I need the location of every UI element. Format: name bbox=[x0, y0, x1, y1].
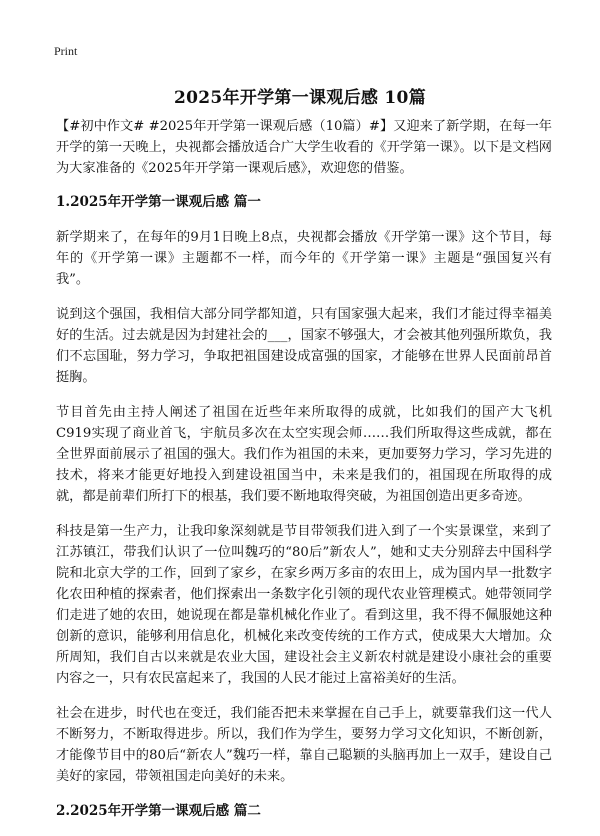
section-heading-1: 1.2025年开学第一课观后感 篇一 bbox=[56, 194, 261, 210]
section-1-paragraph-5: 社会在进步，时代也在变迁，我们能否把未来掌握在自己手上，就要靠我们这一代人不断努力，不断取得进步。所以，我们作为学生，要努力学习文化知识，不断创新，才能像节目中的80后“新农人”魏巧一样，靠自己聪颖的头脑再加上一双手，建设自己美好的家园，带领祖国走向美好的未来。 bbox=[56, 706, 552, 784]
section-heading-2: 2.2025年开学第一课观后感 篇二 bbox=[56, 803, 261, 819]
section-1-paragraph-1: 新学期来了，在每年的9月1日晚上8点，央视都会播放《开学第一课》这个节目，每年的《开学第一课》主题都不一样，而今年的《开学第一课》主题是“强国复兴有我”。 bbox=[56, 230, 552, 287]
section-1-paragraph-4: 科技是第一生产力，让我印象深刻就是节目带领我们进入到了一个实景课堂，来到了江苏镇江，带我们认识了一位叫魏巧的“80后”新农人”，她和丈夫分别辞去中国科学院和北京大学的工作，回到了家乡，在家乡两万多亩的农田上，成为国内早一批数字化农田种植的探索者，他们探索出一条数字化引领的现代农业管理模式。她带领同学们走进了她的农田，她说现在都是靠机械化作业了。看到这里，我不得不佩服她这种创新的意识，能够利用信息化，机械化来改变传统的工作方式，使成果大大增加。众所周知，我们自古以来就是农业大国，建设社会主义新农村就是建设小康社会的重要内容之一，只有农民富起来了，我国的人民才能过上富裕美好的生活。 bbox=[56, 524, 552, 686]
page-title: 2025年开学第一课观后感 10篇 bbox=[174, 88, 426, 108]
article-body bbox=[56, 116, 552, 836]
section-1-paragraph-2: 说到这个强国，我相信大部分同学都知道，只有国家强大起来，我们才能过得幸福美好的生活。过去就是因为封建社会的___，国家不够强大，才会被其他列强所欺负，我们不忘国耻，努力学习，争取把祖国建设成富强的国家，才能够在世界人民面前昂首挺胸。 bbox=[56, 307, 552, 385]
section-1-paragraph-3: 节目首先由主持人阐述了祖国在近些年来所取得的成就，比如我们的国产大飞机C919实现了商业首飞，宇航员多次在太空实现会师……我们所取得这些成就，都在全世界面前展示了祖国的强大。我们作为祖国的未来，更加要努力学习，学习先进的技术，将来才能更好地投入到建设祖国当中，未来是我们的，祖国现在所取得的成就，都是前辈们所打下的根基，我们要不断地取得突破，为祖国创造出更多奇迹。 bbox=[56, 405, 552, 504]
intro-paragraph: 【#初中作文# #2025年开学第一课观后感（10篇）#】又迎来了新学期，在每一年开学的第一天晚上，央视都会播放适合广大学生收看的《开学第一课》。以下是文档网为大家准备的《2025年开学第一课观后感》，欢迎您的借鉴。 bbox=[56, 119, 552, 176]
print-link[interactable]: Print bbox=[54, 44, 78, 58]
